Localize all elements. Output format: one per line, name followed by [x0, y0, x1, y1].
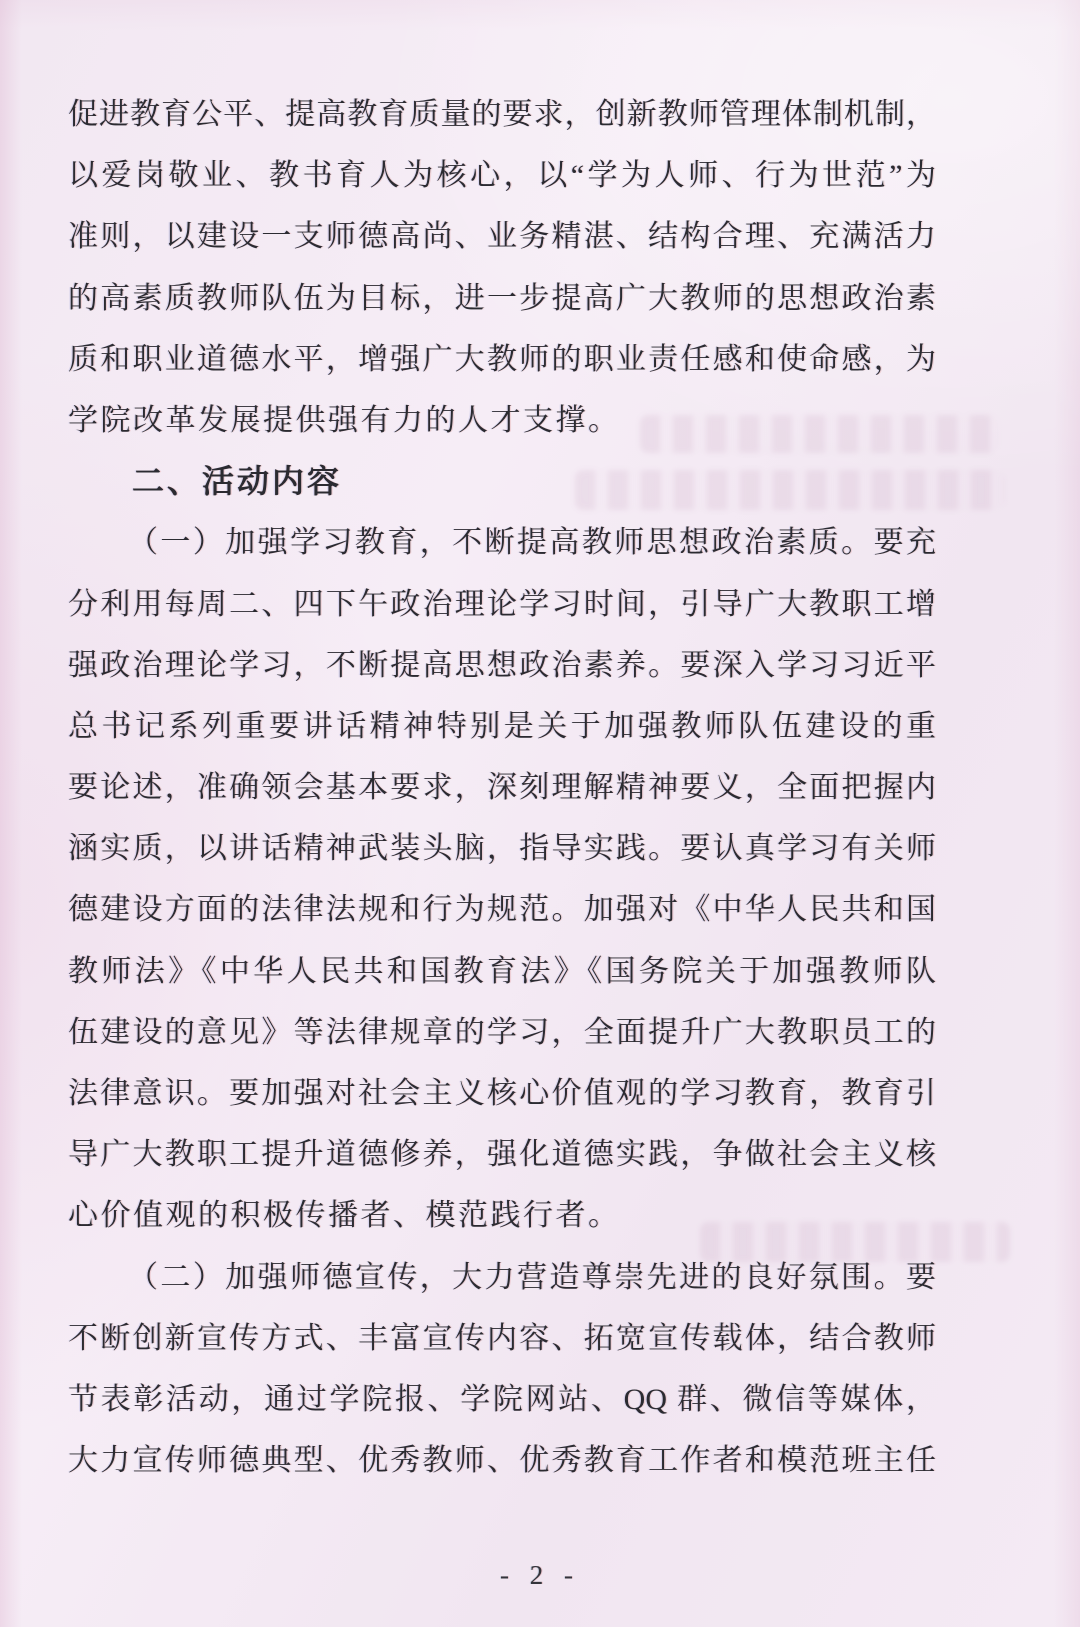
- section-heading: 二、活动内容: [132, 463, 343, 500]
- text-line: 准则，以建设一支师德高尚、业务精湛、结构合理、充满活力: [68, 220, 936, 254]
- text-line: 节表彰活动，通过学院报、学院网站、QQ 群、微信等媒体，: [68, 1382, 936, 1416]
- text-line: （一）加强学习教育，不断提高教师思想政治素质。要充: [128, 526, 936, 560]
- text-line: （二）加强师德宣传，大力营造尊崇先进的良好氛围。要: [128, 1260, 936, 1294]
- text-line: 总书记系列重要讲话精神特别是关于加强教师队伍建设的重: [68, 709, 936, 743]
- text-line: 以爱岗敬业、教书育人为核心，以“学为人师、行为世范”为: [68, 159, 936, 193]
- text-line: 分利用每周二、四下午政治理论学习时间，引导广大教职工增: [68, 587, 936, 621]
- text-line: 促进教育公平、提高教育质量的要求，创新教师管理体制机制，: [68, 98, 936, 131]
- text-line: 学院改革发展提供强有力的人才支撑。: [68, 403, 621, 437]
- document-body: [68, 84, 936, 1491]
- page-number: - 2 -: [500, 1560, 580, 1590]
- text-line: 导广大教职工提升道德修养，强化道德实践，争做社会主义核: [68, 1138, 936, 1172]
- text-line: 要论述，准确领会基本要求，深刻理解精神要义，全面把握内: [68, 771, 936, 805]
- text-line: 的高素质教师队伍为目标，进一步提高广大教师的思想政治素: [68, 281, 936, 315]
- text-line: 德建设方面的法律法规和行为规范。加强对《中华人民共和国: [68, 893, 936, 927]
- text-line: 心价值观的积极传播者、模范践行者。: [68, 1199, 621, 1233]
- text-line: 涵实质，以讲话精神武装头脑，指导实践。要认真学习有关师: [68, 832, 936, 866]
- text-line: 法律意识。要加强对社会主义核心价值观的学习教育，教育引: [68, 1077, 936, 1110]
- text-line: 不断创新宣传方式、丰富宣传内容、拓宽宣传载体，结合教师: [68, 1321, 936, 1355]
- text-line: 教师法》《中华人民共和国教育法》《国务院关于加强教师队: [68, 954, 936, 988]
- text-line: 大力宣传师德典型、优秀教师、优秀教育工作者和模范班主任: [68, 1444, 936, 1478]
- text-line: 强政治理论学习，不断提高思想政治素养。要深入学习习近平: [68, 648, 936, 682]
- text-line: 伍建设的意见》等法律规章的学习，全面提升广大教职员工的: [68, 1015, 936, 1049]
- text-line: 质和职业道德水平，增强广大教师的职业责任感和使命感，为: [68, 342, 936, 376]
